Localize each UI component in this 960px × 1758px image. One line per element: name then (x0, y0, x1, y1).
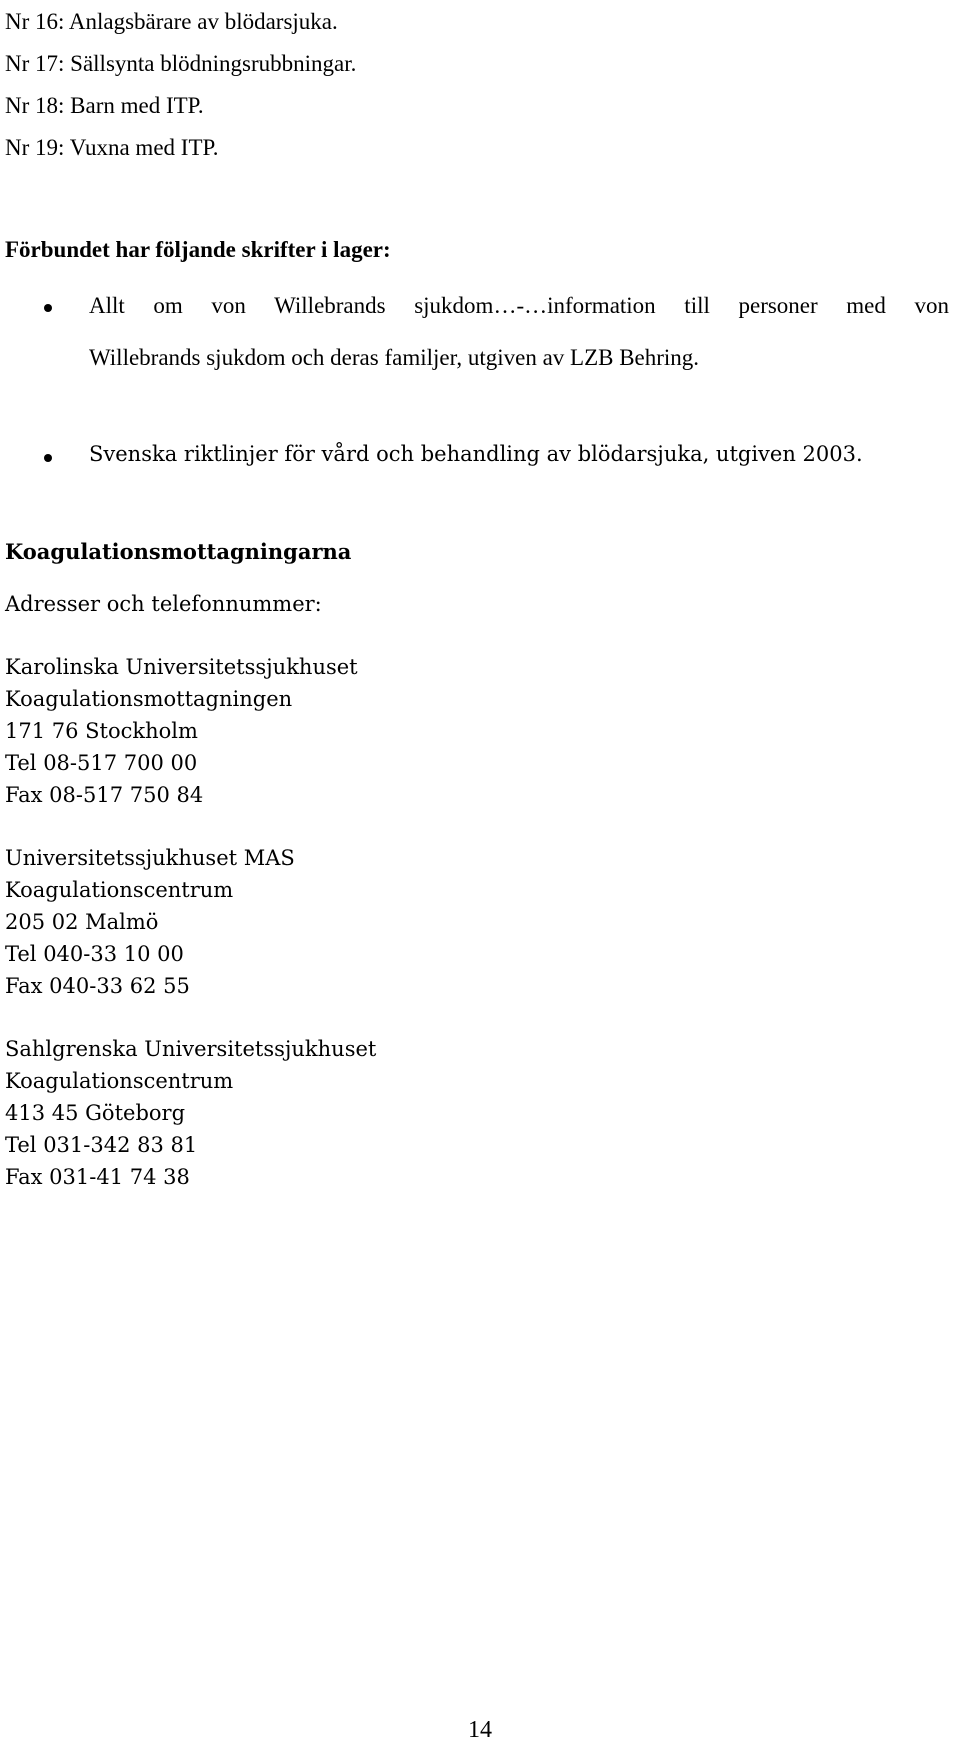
address-line: Fax 08-517 750 84 (5, 783, 204, 807)
list-item: Nr 16: Anlagsbärare av blödarsjuka. (5, 8, 338, 34)
bullet-icon (44, 454, 52, 462)
bullet-line: Allt om von Willebrands sjukdom…-…information till personer med von (89, 293, 949, 318)
address-line: 171 76 Stockholm (5, 719, 198, 743)
address-line: Koagulationsmottagningen (5, 687, 293, 711)
section-heading-stock: Förbundet har följande skrifter i lager: (5, 237, 391, 262)
address-line: Universitetssjukhuset MAS (5, 846, 295, 870)
clinic-address (5, 656, 358, 816)
address-line: Koagulationscentrum (5, 878, 234, 902)
bullet-text (89, 294, 949, 398)
bullet-text: Svenska riktlinjer för vård och behandling av blödarsjuka, utgiven 2003. (89, 442, 863, 466)
address-line: Koagulationscentrum (5, 1069, 234, 1093)
address-line: Tel 08-517 700 00 (5, 751, 198, 775)
list-item: Nr 17: Sällsynta blödningsrubbningar. (5, 50, 357, 76)
list-item: Nr 18: Barn med ITP. (5, 92, 204, 118)
address-line: Fax 031-41 74 38 (5, 1165, 190, 1189)
page-number: 14 (468, 1717, 492, 1743)
address-line: Karolinska Universitetssjukhuset (5, 655, 358, 679)
list-item: Nr 19: Vuxna med ITP. (5, 134, 219, 160)
clinic-address (5, 1038, 376, 1198)
bullet-icon (44, 304, 52, 312)
address-line: Tel 040-33 10 00 (5, 942, 184, 966)
address-line: Tel 031-342 83 81 (5, 1133, 198, 1157)
address-line: 205 02 Malmö (5, 910, 159, 934)
section-heading-clinics: Koagulationsmottagningarna (5, 539, 352, 564)
bullet-line: Willebrands sjukdom och deras familjer, utgiven av LZB Behring. (89, 345, 700, 370)
clinics-intro: Adresser och telefonnummer: (5, 592, 322, 616)
address-line: Fax 040-33 62 55 (5, 974, 190, 998)
publication-number-list (5, 0, 356, 168)
address-line: 413 45 Göteborg (5, 1101, 186, 1125)
clinic-address (5, 847, 295, 1007)
address-line: Sahlgrenska Universitetssjukhuset (5, 1037, 377, 1061)
